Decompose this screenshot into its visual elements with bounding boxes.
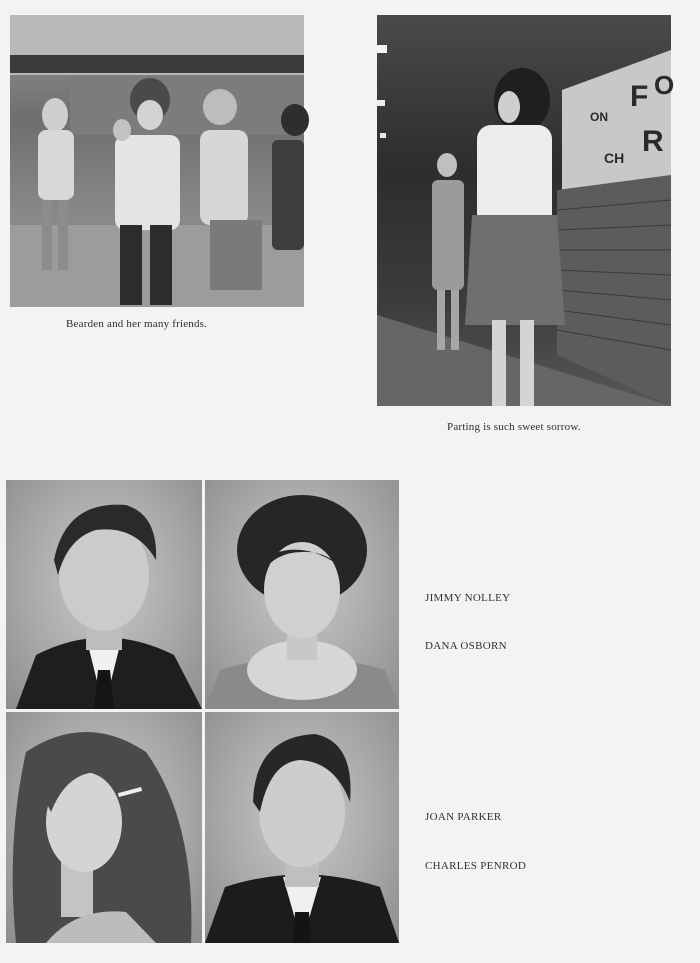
portrait-dana-osborn-figure xyxy=(205,480,399,709)
hallway-photo xyxy=(377,15,675,406)
hallway-sign-letter: F xyxy=(630,80,649,113)
hallway-sign-letter: CH xyxy=(604,150,625,166)
student-name: DANA OSBORN xyxy=(425,640,507,652)
student-name: CHARLES PENROD xyxy=(425,860,527,872)
portrait-jimmy-nolley-figure xyxy=(6,480,202,709)
hallway-caption: Parting is such sweet sorrow. xyxy=(447,421,581,433)
hallway-sign xyxy=(582,70,675,180)
friends-photo xyxy=(10,15,304,307)
friends-caption: Bearden and her many friends. xyxy=(66,318,208,330)
portrait-joan-parker-figure xyxy=(6,712,202,943)
student-name: JOAN PARKER xyxy=(425,811,502,823)
portrait-charles-penrod-figure xyxy=(205,712,399,943)
portrait-joan-parker xyxy=(6,712,202,943)
student-name: JIMMY NOLLEY xyxy=(425,592,511,604)
portrait-jimmy-nolley xyxy=(6,480,202,709)
hallway-sign-letter: O xyxy=(654,70,675,100)
hallway-sign-letter: ON xyxy=(590,110,608,124)
hallway-sign-letter: R xyxy=(642,125,664,158)
portrait-charles-penrod xyxy=(205,712,399,943)
friends-photo-scene xyxy=(10,15,304,307)
portrait-dana-osborn xyxy=(205,480,399,709)
